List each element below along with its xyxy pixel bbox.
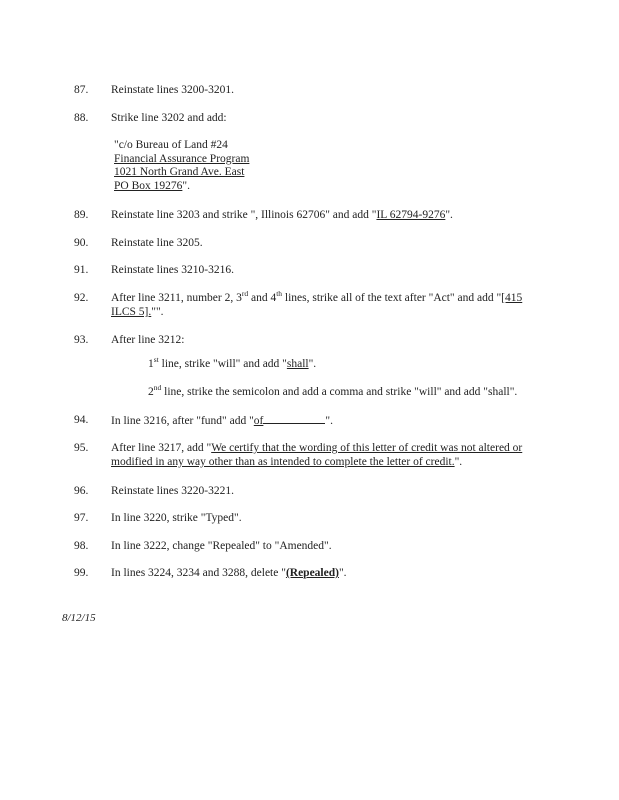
item-number: 88. (74, 112, 89, 124)
item-text: After line 3212: (111, 334, 185, 346)
item-text: Reinstate line 3203 and strike ", Illinois 62706" and add "IL 62794-9276". (111, 209, 453, 221)
item-text: Reinstate lines 3210-3216. (111, 264, 234, 276)
underlined-insert: [415 (501, 292, 523, 304)
blank-line (263, 413, 325, 424)
address-block (114, 139, 249, 193)
item-text: In line 3222, change "Repealed" to "Amended". (111, 540, 332, 552)
address-line-4-close: ". (182, 179, 190, 192)
item-text: After line 3217, add "We certify that the wording of this letter of credit was not altered or modified in any way other than as intended to complete the letter of credit.". (111, 442, 523, 468)
item-number: 91. (74, 264, 89, 276)
item-number: 92. (74, 292, 89, 304)
address-line-2: Financial Assurance Program (114, 152, 250, 165)
address-line-3: 1021 North Grand Ave. East (114, 166, 245, 178)
item-number: 95. (74, 442, 89, 454)
item-number: 99. (74, 567, 89, 579)
underlined-insert: We certify that the wording of this letter of credit was not altered or (211, 442, 523, 454)
underlined-insert: IL 62794-9276 (376, 209, 446, 221)
item-number: 89. (74, 209, 89, 221)
sub-item-first-line: 1st line, strike "will" and add "shall". (148, 355, 317, 370)
item-text: Reinstate line 3205. (111, 237, 203, 249)
underlined-insert: ILCS 5]. (111, 306, 152, 318)
item-text: In line 3216, after "fund" add "of ". (111, 415, 333, 427)
underlined-insert: of (253, 415, 264, 427)
item-number: 98. (74, 540, 89, 552)
item-number: 94. (74, 414, 89, 426)
item-text: Strike line 3202 and add: (111, 112, 227, 124)
item-text: In lines 3224, 3234 and 3288, delete "(Repealed)". (111, 567, 347, 579)
item-number: 93. (74, 334, 89, 346)
sub-item-second-line: 2nd line, strike the semicolon and add a comma and strike "will" and add "shall". (148, 383, 518, 398)
footer-date: 8/12/15 (62, 612, 96, 624)
item-text: In line 3220, strike "Typed". (111, 512, 242, 524)
item-text: Reinstate lines 3200-3201. (111, 84, 234, 96)
item-number: 87. (74, 84, 89, 96)
item-number: 96. (74, 485, 89, 497)
item-text: Reinstate lines 3220-3221. (111, 485, 234, 497)
address-line-4: PO Box 19276 (114, 179, 183, 192)
item-text: After line 3211, number 2, 3rd and 4th lines, strike all of the text after "Act" and add "[415 ILCS 5]."". (111, 289, 523, 318)
underlined-insert: (Repealed) (285, 567, 339, 579)
underlined-insert: shall (286, 358, 309, 370)
item-number: 97. (74, 512, 89, 524)
address-line-1: "c/o Bureau of Land #24 (114, 139, 228, 151)
item-number: 90. (74, 237, 89, 249)
underlined-insert: modified in any way other than as intended to complete the letter of credit. (111, 456, 455, 468)
